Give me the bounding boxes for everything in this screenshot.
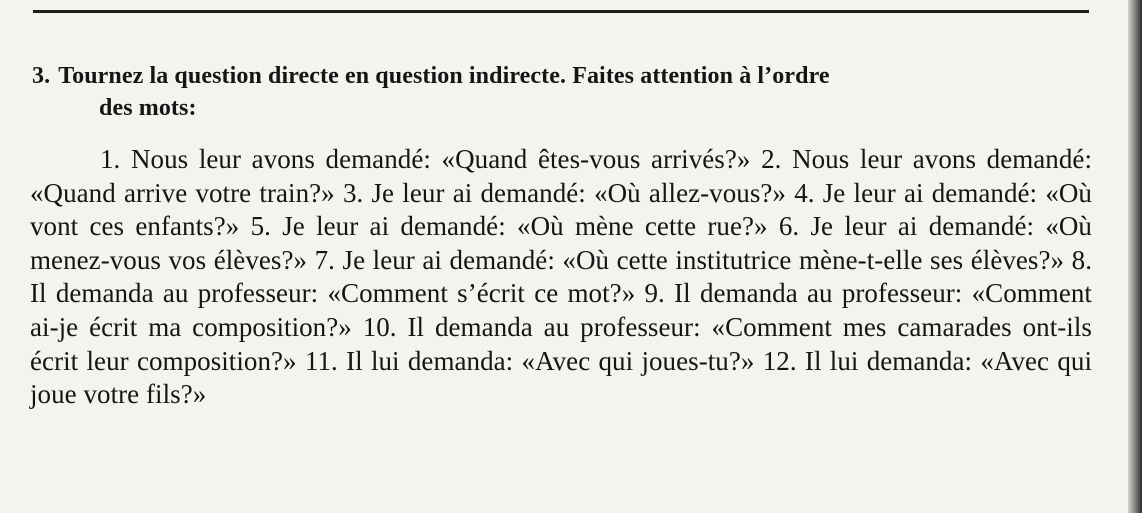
sentence-3: 3. Je leur ai demandé: «Où allez-vous?» xyxy=(342,177,786,208)
top-rule-divider xyxy=(33,10,1089,13)
sentence-9: 9. Il demanda au professeur: «Comment ai-je écrit ma composition?» xyxy=(30,278,1092,342)
sentence-2: 2. Nous leur avons demandé: «Quand arrive votre train?» xyxy=(30,144,1092,208)
page-edge-shadow xyxy=(1128,0,1142,513)
exercise-sentences xyxy=(30,143,1092,412)
sentence-11: 11. Il lui demanda: «Avec qui joues-tu?» xyxy=(304,345,755,376)
exercise-number: 3. xyxy=(32,63,51,89)
sentence-10: 10. Il demanda au professeur: «Comment mes camarades ont-ils écrit leur composition?» xyxy=(30,311,1092,376)
exercise-instruction-line-1: Tournez la question directe en question indirecte. Faites attention à l’ordre xyxy=(58,63,830,89)
sentence-8: 8. Il demanda au professeur: «Comment s’écrit ce mot?» xyxy=(30,244,1092,309)
sentence-7: 7. Je leur ai demandé: «Où cette institutrice mène-t-elle ses élèves?» xyxy=(314,244,1065,275)
sentence-6: 6. Je leur ai demandé: «Où menez-vous vos élèves?» xyxy=(30,211,1092,275)
sentence-12: 12. Il lui demanda: «Avec qui joue votre fils?» xyxy=(30,345,1092,410)
exercise-heading xyxy=(32,60,1092,124)
exercise-instruction-line-2: des mots: xyxy=(99,95,197,121)
sentence-5: 5. Je leur ai demandé: «Où mène cette rue?» xyxy=(250,211,768,242)
sentence-1: 1. Nous leur avons demandé: «Quand êtes-vous arrivés?» xyxy=(100,144,751,174)
sentence-4: 4. Je leur ai demandé: «Où vont ces enfants?» xyxy=(30,177,1092,242)
